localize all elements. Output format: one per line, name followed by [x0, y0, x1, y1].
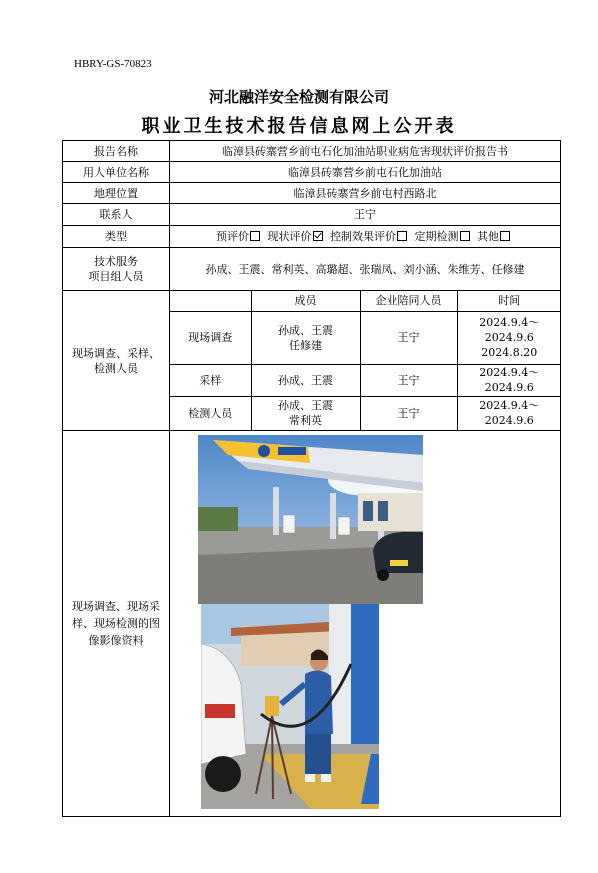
report-name-label: 报告名称 — [63, 141, 170, 162]
type-option-control[interactable]: 控制效果评价 — [330, 230, 411, 243]
row-testing-time: 2024.9.4～ 2024.9.6 — [457, 396, 561, 430]
report-name-value: 临漳县砖寨营乡前屯石化加油站职业病危害现状评价报告书 — [170, 141, 561, 162]
checkbox-icon[interactable] — [250, 231, 260, 241]
contact-label: 联系人 — [63, 204, 170, 226]
sub-header-blank — [170, 291, 251, 311]
row-sampling-time: 2024.9.4～ 2024.9.6 — [457, 364, 561, 396]
header-members: 成员 — [251, 291, 360, 311]
checkbox-icon[interactable] — [500, 231, 510, 241]
checkbox-checked-icon[interactable] — [313, 231, 323, 241]
location-label: 地理位置 — [63, 183, 170, 204]
location-value: 临漳县砖寨营乡前屯村西路北 — [170, 183, 561, 204]
row-sampling-name: 采样 — [170, 364, 251, 396]
row-sampling-members: 孙成、王震 — [251, 364, 360, 396]
checkbox-icon[interactable] — [460, 231, 470, 241]
header-accompany: 企业陪同人员 — [360, 291, 457, 311]
company-name: 河北融洋安全检测有限公司 — [208, 88, 389, 106]
type-option-pre[interactable]: 预评价 — [216, 230, 264, 243]
row-survey-accompany: 王宁 — [360, 311, 457, 364]
worker-illustration — [201, 604, 379, 809]
checkbox-icon[interactable] — [397, 231, 407, 241]
worker-testing-photo — [201, 604, 379, 809]
contact-value: 王宁 — [170, 204, 561, 226]
header-time: 时间 — [457, 291, 561, 311]
type-label: 类型 — [63, 226, 170, 248]
employer-label: 用人单位名称 — [63, 162, 170, 183]
survey-subtable-cell — [170, 291, 561, 431]
row-survey-members: 孙成、王震 任修建 — [251, 311, 360, 364]
survey-subtable — [170, 291, 561, 430]
row-testing-members: 孙成、王震 常利英 — [251, 396, 360, 430]
team-value: 孙成、王震、常利英、高璐超、张瑞凤、刘小涵、朱维芳、任修建 — [170, 248, 561, 291]
team-label-line1: 技术服务 — [94, 255, 138, 268]
type-option-periodic[interactable]: 定期检测 — [415, 230, 474, 243]
employer-value: 临漳县砖寨营乡前屯石化加油站 — [170, 162, 561, 183]
row-sampling-accompany: 王宁 — [360, 364, 457, 396]
type-option-current[interactable]: 现状评价 — [268, 230, 327, 243]
document-code: HBRY-GS-70823 — [74, 58, 152, 70]
row-survey-time: 2024.9.4～ 2024.9.6 2024.8.20 — [457, 311, 561, 364]
type-options — [170, 226, 561, 248]
row-testing-name: 检测人员 — [170, 396, 251, 430]
gas-station-photo — [198, 435, 423, 604]
images-label: 现场调查、现场采样、现场检测的图像影像资料 — [63, 431, 170, 817]
row-survey-name: 现场调查 — [170, 311, 251, 364]
page-title: 职业卫生技术报告信息网上公开表 — [141, 116, 457, 137]
gas-station-illustration — [198, 435, 423, 604]
team-label-line2: 项目组人员 — [88, 270, 144, 283]
row-testing-accompany: 王宁 — [360, 396, 457, 430]
survey-label: 现场调查、采样、检测人员 — [63, 291, 170, 431]
type-option-other[interactable]: 其他 — [477, 230, 514, 243]
team-label — [63, 248, 170, 291]
